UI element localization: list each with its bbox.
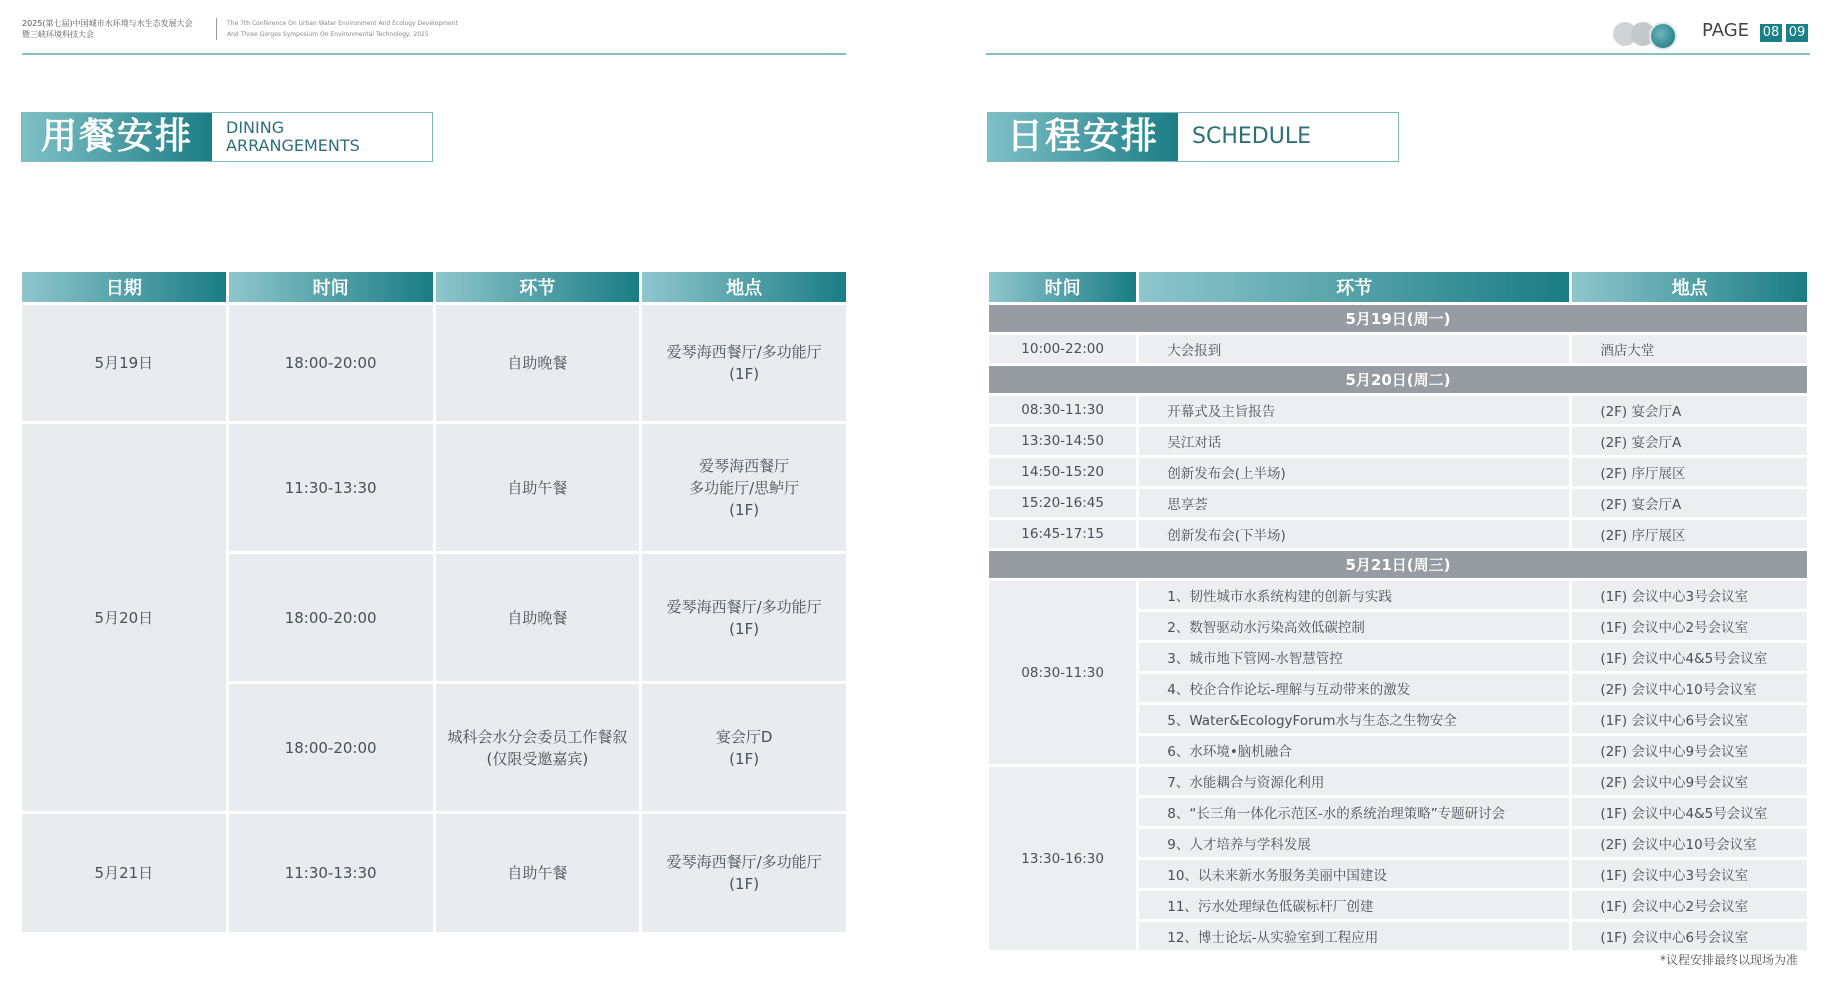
page-number-left: 08 bbox=[1760, 24, 1782, 42]
dining-header-date: 日期 bbox=[22, 272, 226, 302]
schedule-place: (1F) 会议中心3号会议室 bbox=[1572, 581, 1807, 609]
table-row bbox=[989, 335, 1807, 363]
dining-time: 11:30-13:30 bbox=[229, 424, 433, 551]
header-rule-right bbox=[986, 53, 1810, 55]
dining-date: 5月21日 bbox=[22, 814, 226, 932]
schedule-place: (2F) 会议中心10号会议室 bbox=[1572, 674, 1807, 702]
place-line: 爱琴海西餐厅/多功能厅 bbox=[666, 343, 822, 361]
dining-place bbox=[642, 554, 846, 681]
schedule-place: (2F) 会议中心9号会议室 bbox=[1572, 736, 1807, 764]
dining-session bbox=[436, 684, 640, 811]
place-line: 爱琴海西餐厅/多功能厅 bbox=[666, 853, 822, 871]
dining-title-en bbox=[212, 113, 360, 161]
day-row bbox=[989, 551, 1807, 578]
schedule-place: (2F) 宴会厅A bbox=[1572, 396, 1807, 424]
table-row bbox=[22, 814, 846, 932]
conference-title-en-line1: The 7th Conference On Urban Water Environment And Ecology Development bbox=[227, 20, 458, 27]
conference-title-cn bbox=[22, 18, 193, 40]
table-row bbox=[22, 424, 846, 551]
dining-time: 18:00-20:00 bbox=[229, 305, 433, 421]
conference-title-line2: 暨三峡环境科技大会 bbox=[22, 30, 94, 39]
schedule-session: 9、人才培养与学科发展 bbox=[1139, 829, 1569, 857]
schedule-session: 2、数智驱动水污染高效低碳控制 bbox=[1139, 612, 1569, 640]
dining-title-en-1: DINING bbox=[226, 118, 285, 137]
schedule-place: (2F) 序厅展区 bbox=[1572, 520, 1807, 548]
page-label: PAGE bbox=[1702, 20, 1750, 41]
schedule-place: (1F) 会议中心3号会议室 bbox=[1572, 860, 1807, 888]
schedule-header-session: 环节 bbox=[1139, 272, 1569, 302]
dining-session: 自助午餐 bbox=[436, 814, 640, 932]
schedule-time: 13:30-16:30 bbox=[989, 767, 1136, 950]
day-row bbox=[989, 366, 1807, 393]
schedule-time: 10:00-22:00 bbox=[989, 335, 1136, 363]
place-line: 爱琴海西餐厅/多功能厅 bbox=[666, 597, 822, 616]
header-divider bbox=[216, 18, 217, 40]
table-row bbox=[22, 305, 846, 421]
table-row bbox=[989, 458, 1807, 486]
conference-title-en bbox=[227, 18, 458, 40]
dining-place bbox=[642, 684, 846, 811]
dining-place bbox=[642, 814, 846, 932]
dining-header-place: 地点 bbox=[642, 272, 846, 302]
schedule-session: 创新发布会(上半场) bbox=[1139, 458, 1569, 486]
schedule-header-time: 时间 bbox=[989, 272, 1136, 302]
schedule-time: 15:20-16:45 bbox=[989, 489, 1136, 517]
place-line: (1F) bbox=[729, 619, 760, 638]
dining-date: 5月20日 bbox=[22, 424, 226, 811]
schedule-place: (2F) 序厅展区 bbox=[1572, 458, 1807, 486]
schedule-session: 5、Water&EcologyForum水与生态之生物安全 bbox=[1139, 705, 1569, 733]
dining-time: 18:00-20:00 bbox=[229, 684, 433, 811]
dining-table bbox=[19, 269, 849, 935]
place-line: 宴会厅D bbox=[715, 727, 773, 746]
page-number-right: 09 bbox=[1786, 24, 1808, 42]
dining-session: 自助晚餐 bbox=[436, 305, 640, 421]
schedule-time: 14:50-15:20 bbox=[989, 458, 1136, 486]
dining-time: 11:30-13:30 bbox=[229, 814, 433, 932]
place-line: (1F) bbox=[729, 749, 760, 768]
schedule-session: 6、水环境•脑机融合 bbox=[1139, 736, 1569, 764]
schedule-session: 4、校企合作论坛-理解与互动带来的激发 bbox=[1139, 674, 1569, 702]
schedule-place: (1F) 会议中心6号会议室 bbox=[1572, 705, 1807, 733]
table-row bbox=[989, 520, 1807, 548]
schedule-time: 16:45-17:15 bbox=[989, 520, 1136, 548]
day-label: 5月19日(周一) bbox=[989, 305, 1807, 332]
schedule-session: 思享荟 bbox=[1139, 489, 1569, 517]
table-row bbox=[989, 427, 1807, 455]
day-label: 5月21日(周三) bbox=[989, 551, 1807, 578]
schedule-session: 11、污水处理绿色低碳标杆厂创建 bbox=[1139, 891, 1569, 919]
dining-place bbox=[642, 305, 846, 421]
conference-title-line1: 2025(第七届)中国城市水环境与水生态发展大会 bbox=[22, 19, 193, 28]
dining-title-en-2: ARRANGEMENTS bbox=[226, 136, 360, 155]
schedule-time: 13:30-14:50 bbox=[989, 427, 1136, 455]
table-row bbox=[989, 581, 1807, 609]
schedule-place: (1F) 会议中心4&5号会议室 bbox=[1572, 798, 1807, 826]
place-line: (1F) bbox=[729, 365, 760, 383]
schedule-place: (2F) 宴会厅A bbox=[1572, 489, 1807, 517]
schedule-session: 8、“长三角一体化示范区-水的系统治理策略”专题研讨会 bbox=[1139, 798, 1569, 826]
schedule-place: (2F) 会议中心10号会议室 bbox=[1572, 829, 1807, 857]
schedule-time: 08:30-11:30 bbox=[989, 396, 1136, 424]
schedule-session: 10、以未来新水务服务美丽中国建设 bbox=[1139, 860, 1569, 888]
schedule-session: 开幕式及主旨报告 bbox=[1139, 396, 1569, 424]
place-line: (1F) bbox=[729, 875, 760, 893]
schedule-session: 创新发布会(下半场) bbox=[1139, 520, 1569, 548]
schedule-place: (1F) 会议中心2号会议室 bbox=[1572, 612, 1807, 640]
schedule-session: 12、博士论坛-从实验室到工程应用 bbox=[1139, 922, 1569, 950]
table-row bbox=[989, 489, 1807, 517]
place-line: 爱琴海西餐厅 bbox=[699, 456, 790, 475]
decorative-circles-icon bbox=[1613, 20, 1683, 48]
schedule-session: 大会报到 bbox=[1139, 335, 1569, 363]
session-line: (仅限受邀嘉宾) bbox=[486, 749, 589, 768]
schedule-place: (1F) 会议中心6号会议室 bbox=[1572, 922, 1807, 950]
place-line: 多功能厅/思鲈厅 bbox=[689, 478, 800, 497]
schedule-time: 08:30-11:30 bbox=[989, 581, 1136, 764]
dining-date: 5月19日 bbox=[22, 305, 226, 421]
dining-header-time: 时间 bbox=[229, 272, 433, 302]
dining-session: 自助晚餐 bbox=[436, 554, 640, 681]
table-row bbox=[989, 767, 1807, 795]
schedule-note: *议程安排最终以现场为准 bbox=[1660, 953, 1799, 967]
table-row bbox=[989, 396, 1807, 424]
schedule-place: 酒店大堂 bbox=[1572, 335, 1807, 363]
schedule-session: 3、城市地下管网-水智慧管控 bbox=[1139, 643, 1569, 671]
dining-title bbox=[21, 112, 433, 162]
schedule-session: 1、韧性城市水系统构建的创新与实践 bbox=[1139, 581, 1569, 609]
schedule-place: (2F) 宴会厅A bbox=[1572, 427, 1807, 455]
schedule-session: 吴江对话 bbox=[1139, 427, 1569, 455]
dining-session: 自助午餐 bbox=[436, 424, 640, 551]
header-rule-left bbox=[22, 53, 846, 55]
place-line: (1F) bbox=[729, 500, 760, 519]
schedule-place: (2F) 会议中心9号会议室 bbox=[1572, 767, 1807, 795]
schedule-title bbox=[987, 112, 1399, 162]
schedule-header-place: 地点 bbox=[1572, 272, 1807, 302]
conference-title-en-line2: And Three Gorges Symposium On Environmental Technology, 2025 bbox=[227, 31, 429, 38]
schedule-title-en: SCHEDULE bbox=[1178, 113, 1311, 161]
schedule-table bbox=[986, 269, 1810, 953]
dining-place bbox=[642, 424, 846, 551]
schedule-session: 7、水能耦合与资源化利用 bbox=[1139, 767, 1569, 795]
dining-title-cn: 用餐安排 bbox=[22, 113, 212, 161]
dining-header-session: 环节 bbox=[436, 272, 640, 302]
schedule-title-cn: 日程安排 bbox=[988, 113, 1178, 161]
schedule-place: (1F) 会议中心4&5号会议室 bbox=[1572, 643, 1807, 671]
day-row bbox=[989, 305, 1807, 332]
schedule-place: (1F) 会议中心2号会议室 bbox=[1572, 891, 1807, 919]
day-label: 5月20日(周二) bbox=[989, 366, 1807, 393]
dining-time: 18:00-20:00 bbox=[229, 554, 433, 681]
session-line: 城科会水分会委员工作餐叙 bbox=[447, 727, 628, 746]
